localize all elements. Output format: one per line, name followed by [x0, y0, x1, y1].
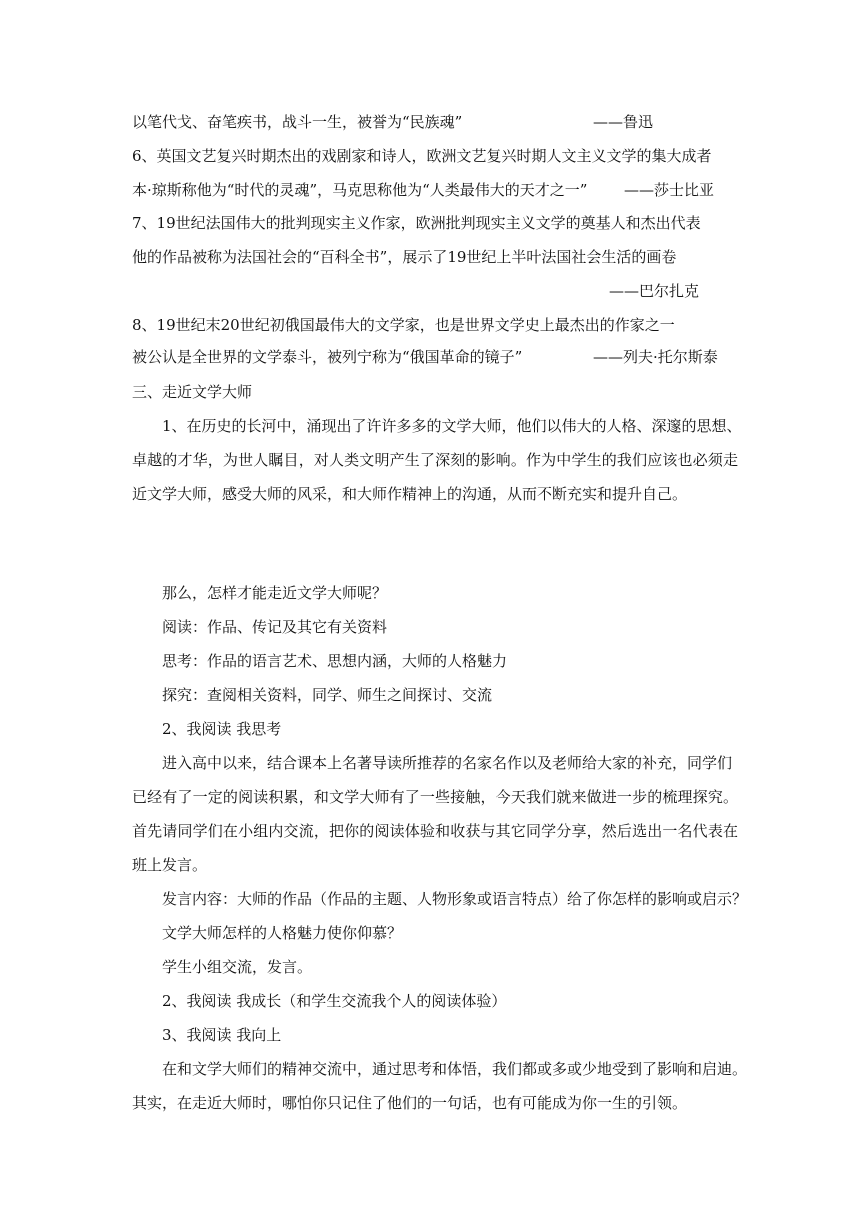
- paragraph-line: 已经有了一定的阅读积累，和文学大师有了一些接触，今天我们就来做进一步的梳理探究。: [132, 788, 738, 806]
- reading-line: 阅读：作品、传记及其它有关资料: [162, 618, 388, 636]
- paragraph-line: 首先请同学们在小组内交流，把你的阅读体验和收获与其它同学分享，然后选出一名代表在: [132, 822, 738, 840]
- exploring-line: 探究：查阅相关资料，同学、师生之间探讨、交流: [162, 686, 493, 704]
- paragraph-line: 1、在历史的长河中，涌现出了许许多多的文学大师，他们以伟大的人格、深邃的思想、: [162, 417, 742, 435]
- subheading: 2、我阅读 我思考: [162, 720, 282, 738]
- paragraph-line: 近文学大师，感受大师的风采，和大师作精神上的沟通，从而不断充实和提升自己。: [132, 485, 688, 503]
- subheading: 2、我阅读 我成长（和学生交流我个人的阅读体验）: [162, 992, 507, 1010]
- text-line: 以笔代戈、奋笔疾书，战斗一生，被誉为“民族魂”: [132, 113, 463, 131]
- speech-line: 发言内容：大师的作品（作品的主题、人物形象或语言特点）给了你怎样的影响或启示？: [162, 890, 748, 908]
- paragraph-line: 在和文学大师们的精神交流中，通过思考和体悟，我们都或多或少地受到了影响和启迪。: [162, 1060, 748, 1078]
- subheading: 3、我阅读 我向上: [162, 1026, 282, 1044]
- paragraph-line: 其实，在走近大师时，哪怕你只记住了他们的一句话，也有可能成为你一生的引领。: [132, 1094, 688, 1112]
- text-line: 被公认是全世界的文学泰斗，被列宁称为“俄国革命的镜子”: [132, 348, 523, 366]
- text-line: 本·琼斯称他为“时代的灵魂”，马克思称他为“人类最伟大的天才之一”: [132, 181, 588, 199]
- speech-line: 文学大师怎样的人格魅力使你仰慕？: [162, 924, 403, 942]
- paragraph-line: 卓越的才华，为世人瞩目，对人类文明产生了深刻的影响。作为中学生的我们应该也必须走: [132, 451, 738, 469]
- group-line: 学生小组交流，发言。: [162, 958, 313, 976]
- text-line: 6、英国文艺复兴时期杰出的戏剧家和诗人，欧洲文艺复兴时期人文主义文学的集大成者: [132, 147, 712, 165]
- attribution-luxun: ——鲁迅: [593, 113, 654, 131]
- attribution-tolstoy: ——列夫·托尔斯泰: [593, 348, 718, 366]
- attribution-shakespeare: ——莎士比亚: [624, 181, 715, 199]
- paragraph-line: 进入高中以来，结合课本上名著导读所推荐的名家名作以及老师给大家的补充，同学们: [162, 754, 733, 772]
- thinking-line: 思考：作品的语言艺术、思想内涵，大师的人格魅力: [162, 652, 508, 670]
- attribution-balzac: ——巴尔扎克: [609, 282, 700, 300]
- question-line: 那么，怎样才能走近文学大师呢？: [162, 584, 388, 602]
- section-heading: 三、走近文学大师: [132, 383, 253, 401]
- text-line: 7、19世纪法国伟大的批判现实主义作家，欧洲批判现实主义文学的奠基人和杰出代表: [132, 214, 701, 232]
- text-line: 8、19世纪末20世纪初俄国最伟大的文学家，也是世界文学史上最杰出的作家之一: [132, 316, 675, 334]
- paragraph-line: 班上发言。: [132, 856, 208, 874]
- text-line: 他的作品被称为法国社会的“百科全书”，展示了19世纪上半叶法国社会生活的画卷: [132, 248, 677, 266]
